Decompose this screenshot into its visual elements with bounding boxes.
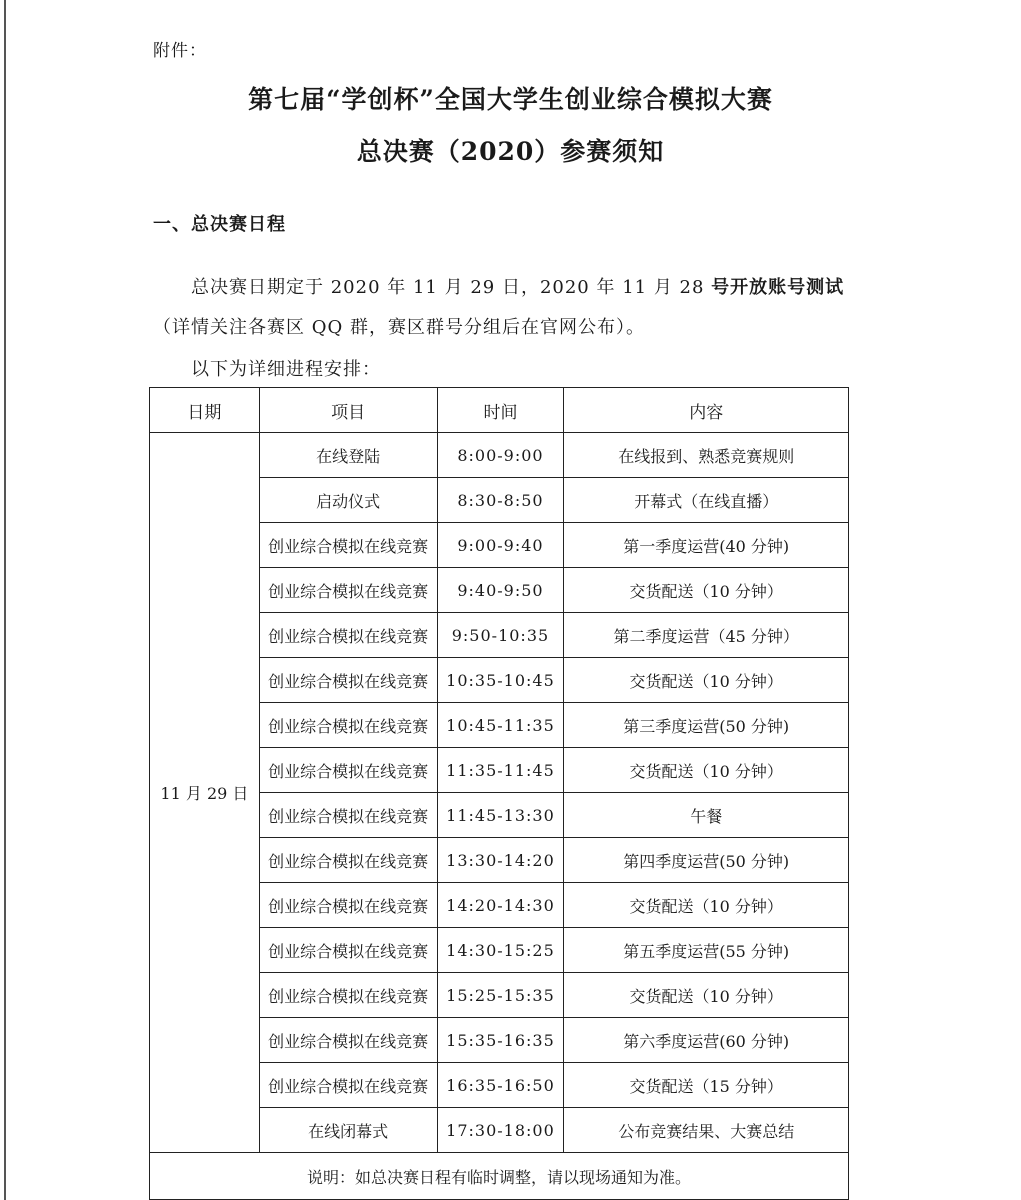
time-cell: 17:30-18:00: [437, 1108, 564, 1153]
item-cell: 创业综合模拟在线竞赛: [259, 1063, 437, 1108]
item-cell: 创业综合模拟在线竞赛: [259, 1018, 437, 1063]
item-cell: 创业综合模拟在线竞赛: [259, 793, 437, 838]
document-title: 第七届“学创杯”全国大学生创业综合模拟大赛: [248, 85, 773, 114]
header-time: 时间: [437, 388, 564, 433]
content-cell: 交货配送（15 分钟）: [564, 1063, 849, 1108]
time-cell: 11:35-11:45: [437, 748, 564, 793]
item-cell: 创业综合模拟在线竞赛: [259, 838, 437, 883]
schedule-table: [149, 387, 849, 1200]
time-cell: 9:40-9:50: [437, 568, 564, 613]
item-cell: 创业综合模拟在线竞赛: [259, 748, 437, 793]
page-edge-line: [4, 0, 6, 1200]
item-cell: 创业综合模拟在线竞赛: [259, 523, 437, 568]
intro-paragraph: [153, 268, 853, 348]
time-cell: 9:00-9:40: [437, 523, 564, 568]
content-cell: 在线报到、熟悉竞赛规则: [564, 433, 849, 478]
item-cell: 创业综合模拟在线竞赛: [259, 613, 437, 658]
time-cell: 14:30-15:25: [437, 928, 564, 973]
time-cell: 10:45-11:35: [437, 703, 564, 748]
content-cell: 交货配送（10 分钟）: [564, 568, 849, 613]
time-cell: 14:20-14:30: [437, 883, 564, 928]
schedule-intro: 以下为详细进程安排：: [191, 359, 381, 380]
intro-lead: 总决赛日期定于 2020 年 11 月 29 日，2020 年 11 月 28: [191, 277, 712, 298]
time-cell: 8:30-8:50: [437, 478, 564, 523]
item-cell: 创业综合模拟在线竞赛: [259, 658, 437, 703]
time-cell: 15:35-16:35: [437, 1018, 564, 1063]
content-cell: 第一季度运营(40 分钟): [564, 523, 849, 568]
time-cell: 10:35-10:45: [437, 658, 564, 703]
content-cell: 交货配送（10 分钟）: [564, 973, 849, 1018]
content-cell: 交货配送（10 分钟）: [564, 658, 849, 703]
item-cell: 创业综合模拟在线竞赛: [259, 883, 437, 928]
intro-rest: （详情关注各赛区 QQ 群，赛区群号分组后在官网公布）。: [153, 317, 645, 338]
table-header-row: [150, 388, 849, 433]
note-row: [150, 1153, 849, 1200]
content-cell: 交货配送（10 分钟）: [564, 748, 849, 793]
content-cell: 第二季度运营（45 分钟）: [564, 613, 849, 658]
section-heading-schedule: 一、总决赛日程: [153, 214, 286, 235]
schedule-note: 说明：如总决赛日程有临时调整，请以现场通知为准。: [150, 1153, 849, 1200]
time-cell: 9:50-10:35: [437, 613, 564, 658]
time-cell: 13:30-14:20: [437, 838, 564, 883]
content-cell: 交货配送（10 分钟）: [564, 883, 849, 928]
header-date: 日期: [150, 388, 260, 433]
document-subtitle: 总决赛（2020）参赛须知: [356, 137, 665, 166]
content-cell: 午餐: [564, 793, 849, 838]
table-row: [150, 433, 849, 478]
content-cell: 第五季度运营(55 分钟): [564, 928, 849, 973]
content-cell: 第四季度运营(50 分钟): [564, 838, 849, 883]
intro-bold: 号开放账号测试: [711, 277, 845, 298]
item-cell: 创业综合模拟在线竞赛: [259, 973, 437, 1018]
time-cell: 8:00-9:00: [437, 433, 564, 478]
item-cell: 创业综合模拟在线竞赛: [259, 703, 437, 748]
item-cell: 创业综合模拟在线竞赛: [259, 568, 437, 613]
time-cell: 11:45-13:30: [437, 793, 564, 838]
content-cell: 开幕式（在线直播）: [564, 478, 849, 523]
content-cell: 公布竞赛结果、大赛总结: [564, 1108, 849, 1153]
content-cell: 第三季度运营(50 分钟): [564, 703, 849, 748]
time-cell: 15:25-15:35: [437, 973, 564, 1018]
time-cell: 16:35-16:50: [437, 1063, 564, 1108]
item-cell: 在线登陆: [259, 433, 437, 478]
item-cell: 启动仪式: [259, 478, 437, 523]
schedule-body: [150, 433, 849, 1153]
item-cell: 创业综合模拟在线竞赛: [259, 928, 437, 973]
header-content: 内容: [564, 388, 849, 433]
content-cell: 第六季度运营(60 分钟): [564, 1018, 849, 1063]
attachment-label: 附件：: [153, 41, 207, 61]
date-cell: 11 月 29 日: [150, 433, 260, 1153]
item-cell: 在线闭幕式: [259, 1108, 437, 1153]
header-item: 项目: [259, 388, 437, 433]
